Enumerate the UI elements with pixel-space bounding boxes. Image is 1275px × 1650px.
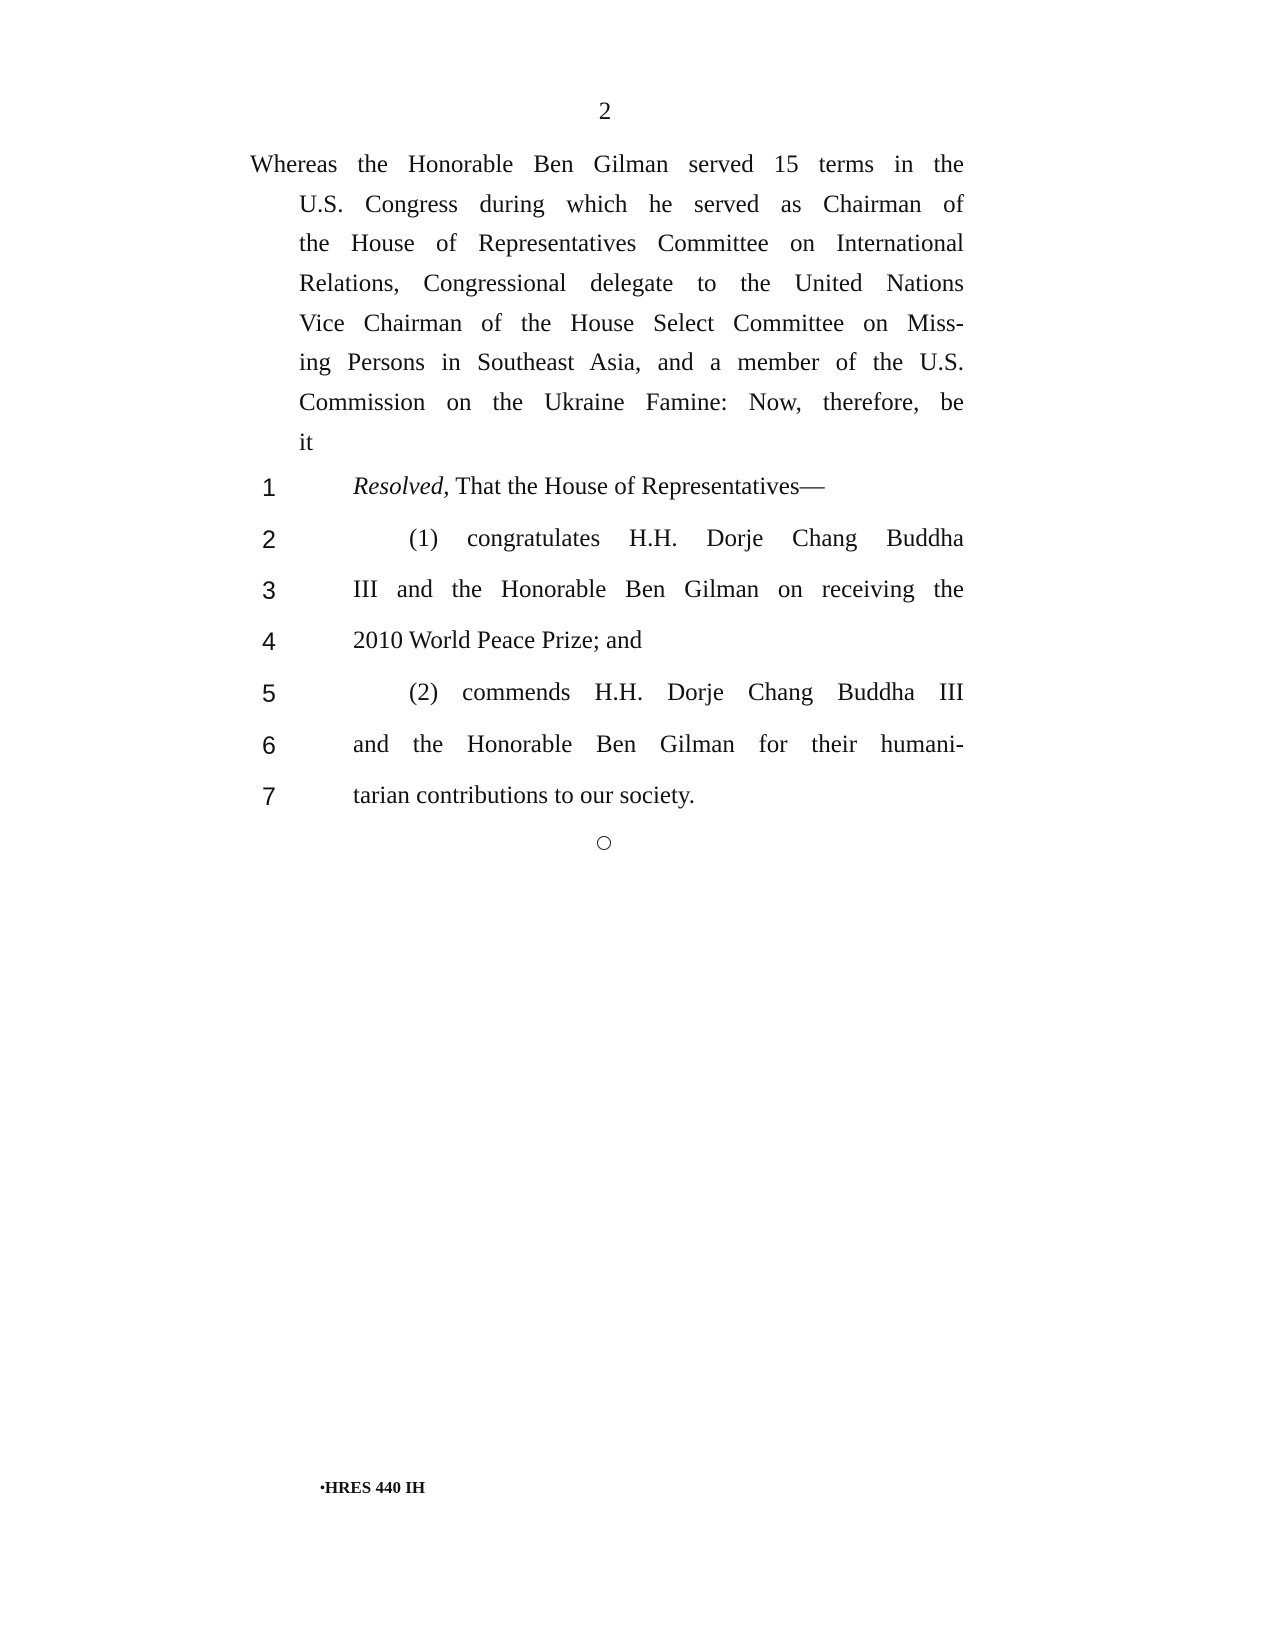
resolved-italic: Resolved, xyxy=(353,473,450,500)
page-number: 2 xyxy=(598,98,612,125)
end-of-document-circle-icon xyxy=(597,836,611,850)
line-number: 7 xyxy=(262,783,276,811)
bill-id: HRES 440 IH xyxy=(324,1478,426,1497)
whereas-line: the House of Representatives Committee on International xyxy=(299,230,964,258)
whereas-clause-body xyxy=(299,185,964,463)
whereas-clause-first-line: Whereas the Honorable Ben Gilman served 15 terms in the xyxy=(250,151,964,178)
line-number: 2 xyxy=(262,526,276,554)
resolution-line: (2) commends H.H. Dorje Chang Buddha III xyxy=(409,679,964,706)
whereas-line: U.S. Congress during which he served as Chairman of xyxy=(299,190,964,218)
whereas-line: ing Persons in Southeast Asia, and a member of the U.S. xyxy=(299,349,964,377)
resolved-clause xyxy=(353,473,825,501)
resolution-line: (1) congratulates H.H. Dorje Chang Buddha xyxy=(409,525,964,552)
resolution-line: 2010 World Peace Prize; and xyxy=(353,627,643,654)
line-number: 4 xyxy=(262,628,276,656)
footer-bill-id xyxy=(320,1478,425,1498)
bullet-icon: • xyxy=(320,1481,325,1496)
whereas-line: it xyxy=(299,428,313,456)
line-number: 1 xyxy=(262,474,276,502)
line-number: 5 xyxy=(262,680,276,708)
whereas-line: Vice Chairman of the House Select Committee on Miss- xyxy=(299,309,964,337)
resolution-line: tarian contributions to our society. xyxy=(353,782,696,809)
line-number: 3 xyxy=(262,577,276,605)
resolution-line: III and the Honorable Ben Gilman on receiving the xyxy=(353,576,964,603)
resolution-line: and the Honorable Ben Gilman for their humani- xyxy=(353,731,964,758)
whereas-line: Relations, Congressional delegate to the United Nations xyxy=(299,270,964,298)
whereas-line: Commission on the Ukraine Famine: Now, therefore, be xyxy=(299,389,964,417)
resolved-text: That the House of Representatives— xyxy=(449,473,825,500)
line-number: 6 xyxy=(262,732,276,760)
